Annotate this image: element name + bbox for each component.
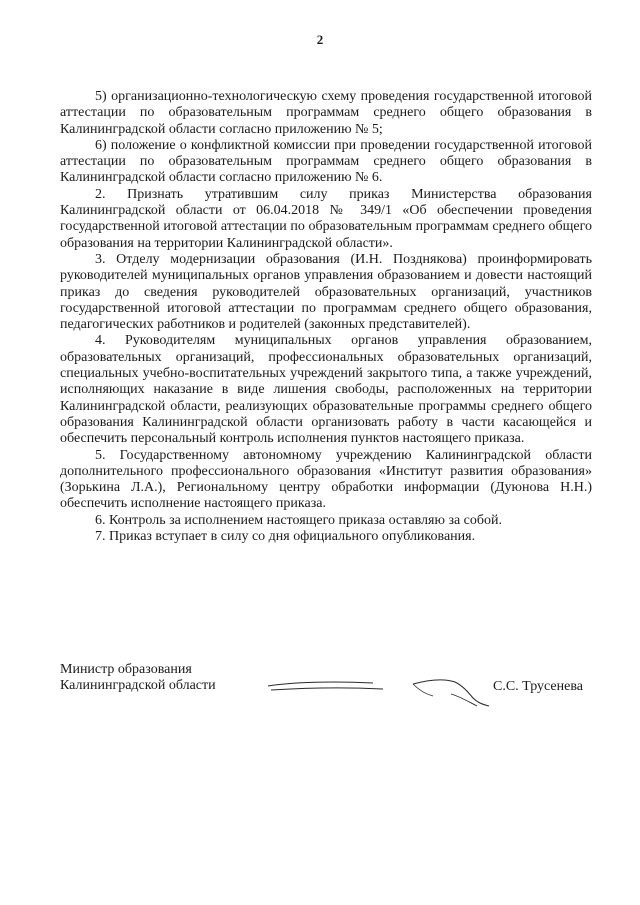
- handwritten-signature: [263, 662, 503, 712]
- paragraph-2: 2. Признать утратившим силу приказ Министерства образования Калининградской области от 06.04.2018 № 349/1 «Об обеспечении проведения государственной итоговой аттестации по образовательным программам среднего общего образования на территории Калининградской области».: [60, 186, 592, 251]
- paragraph-6: 6. Контроль за исполнением настоящего приказа оставляю за собой.: [95, 512, 503, 528]
- signatory-position-line-1: Министр образования: [60, 662, 192, 677]
- signatory-position: [60, 662, 216, 695]
- paragraph-3: 3. Отделу модернизации образования (И.Н. Позднякова) проинформировать руководителей муниципальных органов управления образованием и довести настоящий приказ до сведения руководителей образовательных организаций, участников государственной итоговой аттестации по программам среднего общего образования, педагогических работников и родителей (законных представителей).: [60, 251, 592, 333]
- paragraph-item-5: 5) организационно-технологическую схему проведения государственной итоговой аттестации по образовательным программам среднего общего образования в Калининградской области согласно приложению № 5;: [60, 89, 592, 137]
- page-number: 2: [316, 32, 324, 47]
- paragraph-7: 7. Приказ вступает в силу со дня официального опубликования.: [95, 529, 476, 545]
- signature-block: [60, 662, 592, 722]
- paragraph-item-6: 6) положение о конфликтной комиссии при проведении государственной итоговой аттестации по образовательным программам среднего общего образования в Калининградской области согласно приложению № 6.: [60, 137, 592, 186]
- signatory-name: С.С. Трусенева: [493, 679, 583, 694]
- paragraph-4: 4. Руководителям муниципальных органов управления образованием, образовательных организаций, профессиональных образовательных организаций, специальных учебно-воспитательных учреждений закрытого типа, а также учреждений, исполняющих наказание в виде лишения свободы, расположенных на территории Калининградской области, реализующих образовательные программы среднего общего образования Калининградской области организовать работу в части касающейся и обеспечить персональный контроль исполнения пунктов настоящего приказа.: [60, 333, 592, 447]
- document-body: [60, 89, 592, 545]
- signatory-position-line-2: Калининградской области: [60, 678, 216, 694]
- paragraph-5: 5. Государственному автономному учреждению Калининградской области дополнительного профессионального образования «Институт развития образования» (Зорькина Л.А.), Региональному центру обработки информации (Дуюнова Н.Н.) обеспечить исполнение настоящего приказа.: [60, 447, 592, 512]
